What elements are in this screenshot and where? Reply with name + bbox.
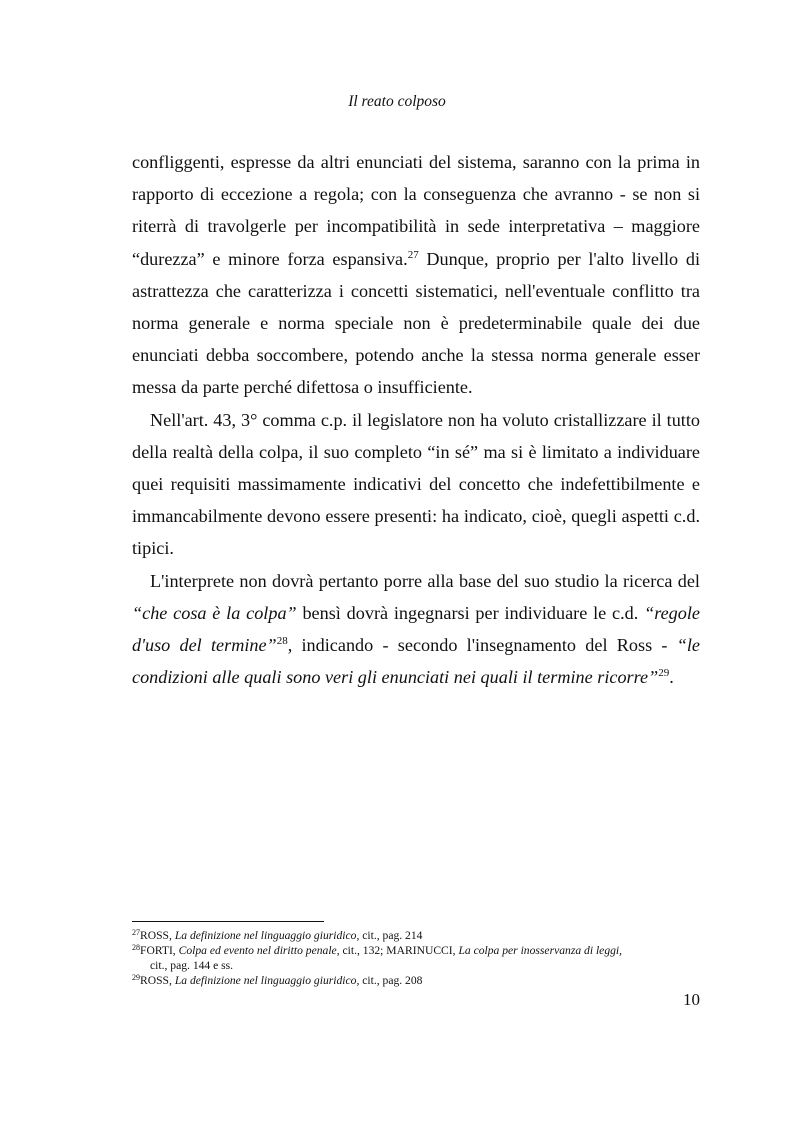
paragraph-3-text-a: L'interprete non dovrà pertanto porre alla base del suo studio la ricerca del [150, 570, 700, 591]
paragraph-1 [132, 146, 700, 404]
footnote-28-rest: cit., pag. 144 e ss. [150, 959, 234, 972]
paragraph-3-text-d: . [669, 667, 674, 688]
footnote-29 [132, 973, 700, 988]
paragraph-3-text-b: bensì dovrà ingegnarsi per individuare le c.d. [296, 602, 645, 623]
quote-condizioni: “le condizioni alle quali sono veri gli enunciati nei quali il termine ricorre” [132, 635, 700, 688]
footnote-27-number: 27 [132, 928, 140, 937]
paragraph-3-text-c: , indicando - secondo l'insegnamento del Ross - [287, 635, 677, 656]
footnote-27-title: La definizione nel linguaggio giuridico, [174, 929, 360, 942]
footnote-28-title: Colpa ed evento nel diritto penale [178, 944, 337, 957]
footnote-29-title: La definizione nel linguaggio giuridico, [174, 974, 360, 987]
footnotes [132, 928, 700, 988]
footnote-27-author: ROSS, [140, 929, 175, 942]
footnote-28-mid: , cit., 132; MARINUCCI, [336, 944, 459, 957]
footnote-27-rest: cit., pag. 214 [359, 929, 423, 942]
paragraph-1-text-a: confliggenti, espresse da altri enunciati del sistema, saranno con la prima in rapporto di eccezione a regola; con la conseguenza che avranno - se non si riterrà di travolgerle per incompatibilità in sede interpretativa – maggiore “durezza” e minore forza espansiva. [132, 152, 700, 269]
page-number: 10 [683, 990, 700, 1009]
footnote-29-rest: cit., pag. 208 [359, 974, 423, 987]
footnote-29-number: 29 [132, 973, 140, 982]
footnote-28-number: 28 [132, 943, 140, 952]
main-text [132, 146, 700, 693]
footnote-27 [132, 928, 700, 943]
footnote-separator [132, 921, 324, 922]
footnote-ref-28[interactable]: 28 [276, 635, 288, 648]
running-header: Il reato colposo [348, 93, 446, 110]
quote-che-cosa: “che cosa è la colpa” [132, 602, 297, 623]
footnote-ref-29[interactable]: 29 [658, 667, 670, 680]
paragraph-2: Nell'art. 43, 3° comma c.p. il legislatore non ha voluto cristallizzare il tutto della realtà della colpa, il suo completo “in sé” ma si è limitato a individuare quei requisiti massimamente indicativi del concetto che indefettibilmente e immancabilmente devono essere presenti: ha indicato, cioè, quegli aspetti c.d. tipici. [132, 409, 700, 559]
paragraph-3 [132, 565, 700, 694]
footnote-28-title-2: La colpa per inosservanza di leggi, [458, 944, 623, 957]
footnote-28 [132, 943, 700, 973]
footnote-ref-27[interactable]: 27 [407, 248, 419, 261]
quote-regole-uso: “regole d'uso del termine” [132, 602, 700, 656]
paragraph-1-text-b: Dunque, proprio per l'alto livello di astrattezza che caratterizza i concetti sistematici, nell'eventuale conflitto tra norma generale e norma speciale non è predeterminabile quale dei due enunciati debba soccombere, potendo anche la stessa norma generale esser messa da parte perché difettosa o insufficiente. [132, 248, 701, 398]
footnote-29-author: ROSS, [140, 974, 175, 987]
footnote-28-author: FORTI, [140, 944, 179, 957]
